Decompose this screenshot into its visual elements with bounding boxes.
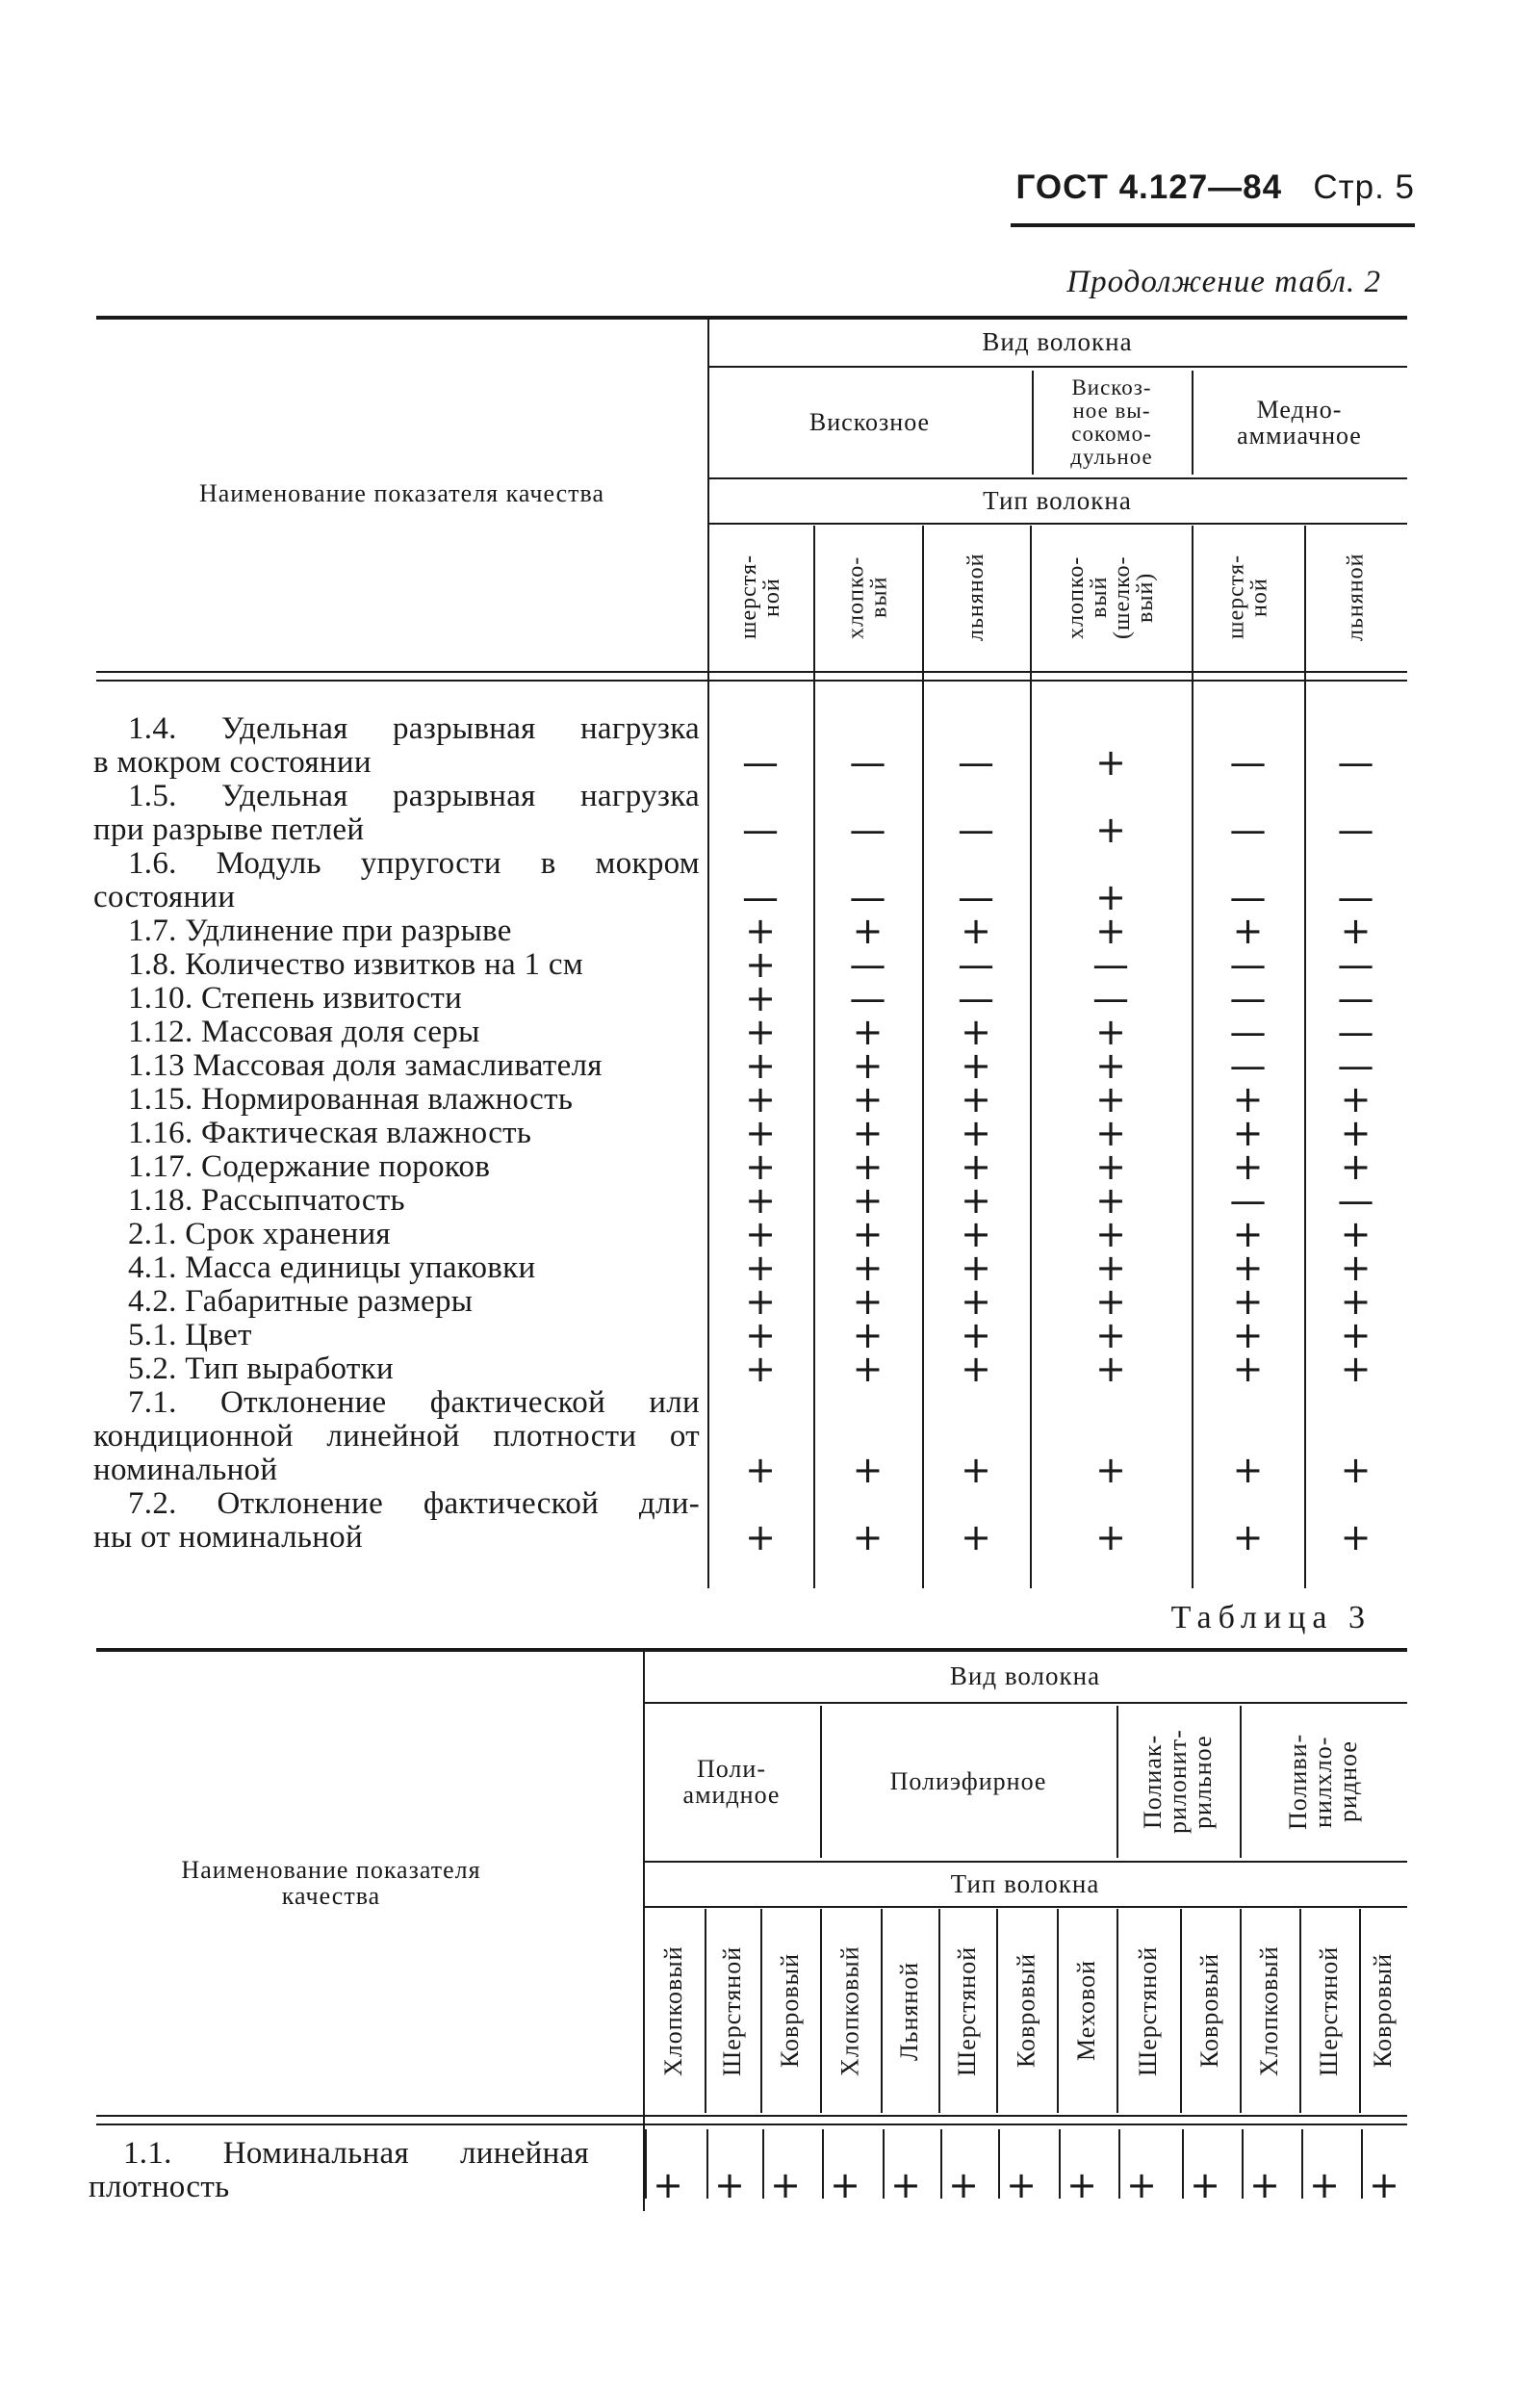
rating-mark: +: [1340, 1280, 1372, 1323]
fiber-group-header: Полиэфирное: [889, 1767, 1047, 1796]
fiber-type-column-header: Меховой: [1072, 1960, 1100, 2062]
rating-mark: +: [852, 1112, 884, 1154]
table2-caption: Продолжение табл. 2: [1066, 265, 1381, 299]
rating-mark: —: [958, 741, 994, 784]
rating-mark: +: [745, 1348, 776, 1390]
fiber-type-column-header: Ковровый: [1369, 1953, 1397, 2069]
fiber-kind-header: Вид волокна: [949, 1660, 1101, 1690]
fiber-type-column-header: Хлопковый: [659, 1945, 687, 2076]
indicator-text-line: 1.5. Удельная разрывная нагрузка: [128, 779, 700, 813]
rating-mark: +: [1340, 1078, 1372, 1120]
rating-mark: +: [653, 2164, 683, 2206]
rating-mark: +: [745, 1011, 776, 1053]
rating-mark: +: [961, 1314, 991, 1356]
header-rule: [1011, 223, 1415, 227]
rating-mark: +: [745, 1314, 776, 1356]
rating-mark: +: [745, 910, 776, 952]
rating-mark: +: [745, 1078, 776, 1120]
rating-mark: —: [1337, 809, 1374, 851]
rating-mark: +: [1232, 1078, 1264, 1120]
rating-mark: +: [1095, 1280, 1126, 1323]
rating-mark: —: [1229, 977, 1267, 1019]
rating-mark: —: [958, 943, 994, 986]
rating-mark: +: [961, 1146, 991, 1188]
rating-mark: +: [745, 1179, 776, 1222]
rating-mark: +: [1232, 1247, 1264, 1289]
rating-mark: +: [852, 1348, 884, 1390]
rating-mark: —: [1229, 876, 1267, 918]
fiber-type-column-header: льняной: [963, 553, 988, 642]
fiber-type-column-header: Ковровый: [1195, 1953, 1223, 2069]
indicator-row-label: [93, 948, 700, 982]
rule-line: [922, 526, 924, 1588]
rating-mark: +: [1340, 1112, 1372, 1154]
rule-line: [1304, 526, 1306, 1588]
indicator-text-line: 1.16. Фактическая влажность: [128, 1116, 532, 1150]
indicator-text-line: 5.1. Цвет: [128, 1318, 252, 1352]
indicator-row-label: [93, 780, 700, 847]
indicator-text-line: номинальной: [93, 1453, 278, 1487]
fiber-type-column-header: Шерстяной: [1134, 1945, 1162, 2076]
rating-mark: +: [961, 1449, 991, 1491]
rating-mark: —: [1337, 1179, 1374, 1222]
fiber-type-column-header: льняной: [1343, 553, 1369, 642]
rating-mark: +: [1232, 1146, 1264, 1188]
fiber-type-column-header: шерстя- ной: [1223, 554, 1272, 640]
rating-mark: —: [742, 809, 779, 851]
rating-mark: +: [961, 1213, 991, 1255]
rating-mark: +: [1232, 1280, 1264, 1323]
indicator-text-line: 5.2. Тип выработки: [128, 1351, 394, 1386]
indicator-text-line: 1.10. Степень извитости: [128, 981, 463, 1016]
indicator-text-line: 1.1. Номинальная линейная: [123, 2136, 589, 2171]
rating-mark: +: [770, 2164, 801, 2206]
rule-line: [707, 523, 1407, 525]
indicator-text-line: 1.4. Удельная разрывная нагрузка: [128, 711, 700, 746]
rating-mark: +: [745, 1213, 776, 1255]
rating-mark: +: [1309, 2164, 1340, 2206]
rating-mark: —: [1229, 809, 1267, 851]
indicator-text-line: 4.1. Масса единицы упаковки: [128, 1250, 536, 1285]
rating-mark: +: [1095, 1044, 1126, 1087]
rating-mark: +: [1369, 2164, 1399, 2206]
rating-mark: +: [1340, 1146, 1372, 1188]
indicator-row-label: [93, 1352, 700, 1386]
rating-mark: +: [1340, 910, 1372, 952]
rating-mark: +: [852, 1044, 884, 1087]
rating-mark: +: [1340, 1213, 1372, 1255]
rating-mark: +: [961, 1179, 991, 1222]
rating-mark: +: [745, 1146, 776, 1188]
rating-mark: +: [745, 1449, 776, 1491]
indicator-text-line: в мокром состоянии: [93, 745, 372, 780]
indicator-row-label: [93, 1083, 700, 1117]
rating-mark: +: [1340, 1348, 1372, 1390]
fiber-type-column-header: Льняной: [895, 1961, 923, 2061]
rating-mark: —: [1229, 1011, 1267, 1053]
rating-mark: —: [1229, 943, 1267, 986]
rating-mark: +: [1066, 2164, 1097, 2206]
indicator-text-line: состоянии: [93, 880, 236, 914]
rating-mark: +: [852, 1078, 884, 1120]
rating-mark: +: [961, 1247, 991, 1289]
rating-mark: +: [852, 1280, 884, 1323]
rating-mark: +: [961, 1011, 991, 1053]
rating-mark: +: [852, 1179, 884, 1222]
rating-mark: +: [1095, 1314, 1126, 1356]
indicator-column-header: Наименование показателя качества: [181, 1855, 481, 1910]
indicator-row-label: [93, 914, 700, 948]
rating-mark: +: [852, 1213, 884, 1255]
indicator-row-label: [93, 1016, 700, 1049]
rating-mark: +: [1340, 1516, 1372, 1558]
rating-mark: +: [1095, 1112, 1126, 1154]
rating-mark: —: [958, 977, 994, 1019]
indicator-text-line: 4.2. Габаритные размеры: [128, 1284, 474, 1319]
fiber-type-column-header: хлопко- вый: [843, 555, 892, 639]
rating-mark: +: [1095, 1247, 1126, 1289]
rating-mark: +: [1095, 910, 1126, 952]
rating-mark: +: [1095, 1516, 1126, 1558]
indicator-row-label: [93, 1218, 700, 1251]
rating-mark: —: [1337, 977, 1374, 1019]
indicator-row-label: [93, 1319, 700, 1352]
rating-mark: +: [1095, 1078, 1126, 1120]
indicator-row-label: [93, 712, 700, 780]
indicator-text-line: 1.15. Нормированная влажность: [128, 1082, 574, 1117]
indicator-row-label: [89, 2137, 589, 2204]
rating-mark: +: [852, 1247, 884, 1289]
document-code: ГОСТ 4.127—84: [1015, 168, 1283, 206]
rating-mark: —: [849, 741, 886, 784]
rating-mark: +: [852, 1146, 884, 1188]
indicator-row-label: [93, 1049, 700, 1083]
rating-mark: +: [1095, 1179, 1126, 1222]
fiber-type-column-header: Хлопковый: [835, 1945, 864, 2076]
rating-mark: +: [1249, 2164, 1280, 2206]
indicator-text-line: 7.2. Отклонение фактической дли-: [128, 1486, 700, 1521]
indicator-text-line: 1.6. Модуль упругости в мокром: [128, 846, 700, 881]
fiber-type-column-header: Хлопковый: [1255, 1945, 1283, 2076]
rating-mark: +: [1006, 2164, 1037, 2206]
rating-mark: +: [1232, 1112, 1264, 1154]
indicator-text-line: 1.18. Рассыпчатость: [128, 1183, 405, 1218]
rating-mark: +: [1126, 2164, 1157, 2206]
indicator-text-line: плотность: [89, 2170, 230, 2204]
rating-mark: +: [1095, 741, 1126, 784]
rating-mark: +: [852, 1449, 884, 1491]
rule-line: [643, 1906, 1407, 1908]
rating-mark: —: [1229, 741, 1267, 784]
rating-mark: +: [852, 1516, 884, 1558]
rule-line: [1030, 526, 1032, 1588]
rating-mark: —: [1337, 876, 1374, 918]
rule-line: [96, 680, 1407, 682]
indicator-text-line: кондиционной линейной плотности от: [93, 1419, 700, 1454]
indicator-row-label: [93, 1150, 700, 1184]
rating-mark: +: [714, 2164, 745, 2206]
rating-mark: +: [745, 1044, 776, 1087]
rating-mark: +: [745, 1247, 776, 1289]
fiber-group-header: Поли- амидное: [682, 1754, 781, 1809]
indicator-column-header: Наименование показателя качества: [198, 479, 605, 508]
rating-mark: +: [1340, 1314, 1372, 1356]
rating-mark: —: [742, 741, 779, 784]
indicator-text-line: 1.7. Удлинение при разрыве: [128, 914, 512, 948]
indicator-row-label: [93, 1487, 700, 1555]
rating-mark: —: [1337, 1011, 1374, 1053]
fiber-type-header: Тип волокна: [983, 485, 1132, 515]
fiber-type-column-header: Шерстяной: [718, 1945, 746, 2076]
indicator-row-label: [93, 1184, 700, 1218]
indicator-text-line: 2.1. Срок хранения: [128, 1217, 391, 1251]
rating-mark: +: [745, 977, 776, 1019]
fiber-type-column-header: шерстя- ной: [736, 554, 784, 640]
rating-mark: —: [1229, 1044, 1267, 1087]
indicator-text-line: 1.17. Содержание пороков: [128, 1149, 491, 1184]
rating-mark: +: [1232, 1348, 1264, 1390]
rating-mark: —: [849, 977, 886, 1019]
rating-mark: —: [1092, 977, 1129, 1019]
rating-mark: +: [961, 1112, 991, 1154]
rule-line: [1192, 526, 1194, 1588]
rating-mark: +: [852, 1314, 884, 1356]
rule-line: [813, 526, 815, 1588]
indicator-text-line: ны от номинальной: [93, 1520, 363, 1555]
fiber-group-header: Вискоз- ное вы- сокомо- дульное: [1070, 374, 1153, 470]
fiber-type-header: Тип волокна: [950, 1869, 1100, 1899]
rating-mark: +: [961, 1078, 991, 1120]
indicator-row-label: [93, 1386, 700, 1487]
fiber-type-column-header: Шерстяной: [1315, 1945, 1343, 2076]
indicator-text-line: 1.12. Массовая доля серы: [128, 1015, 480, 1049]
rating-mark: +: [1340, 1449, 1372, 1491]
rating-mark: +: [1095, 1213, 1126, 1255]
rating-mark: +: [1232, 1516, 1264, 1558]
page-number: Стр. 5: [1313, 168, 1415, 206]
rating-mark: —: [958, 876, 994, 918]
rating-mark: +: [1095, 1011, 1126, 1053]
fiber-type-column-header: Шерстяной: [953, 1945, 981, 2076]
indicator-text-line: 7.1. Отклонение фактической или: [128, 1385, 700, 1420]
indicator-row-label: [93, 1251, 700, 1285]
indicator-row-label: [93, 847, 700, 914]
rating-mark: +: [852, 910, 884, 952]
fiber-type-column-header: хлопко- вый (шелко- вый): [1064, 555, 1158, 639]
indicator-row-label: [93, 982, 700, 1016]
rule-line: [96, 2124, 1407, 2125]
rating-mark: +: [1232, 910, 1264, 952]
rating-mark: —: [1337, 1044, 1374, 1087]
fiber-type-column-header: Ковровый: [776, 1953, 804, 2069]
rating-mark: +: [852, 1011, 884, 1053]
rating-mark: +: [948, 2164, 979, 2206]
rating-mark: —: [742, 876, 779, 918]
rating-mark: +: [1095, 1146, 1126, 1188]
rating-mark: +: [1095, 1449, 1126, 1491]
fiber-kind-header: Вид волокна: [982, 326, 1133, 356]
rating-mark: —: [849, 809, 886, 851]
rating-mark: —: [1092, 943, 1129, 986]
rating-mark: +: [1340, 1247, 1372, 1289]
rating-mark: —: [1229, 1179, 1267, 1222]
rating-mark: +: [1232, 1314, 1264, 1356]
fiber-type-column-header: Ковровый: [1012, 1953, 1040, 2069]
rating-mark: +: [890, 2164, 921, 2206]
rating-mark: +: [1095, 1348, 1126, 1390]
rating-mark: —: [849, 876, 886, 918]
indicator-text-line: 1.13 Массовая доля замасливателя: [128, 1048, 603, 1083]
indicator-text-line: при разрыве петлей: [93, 812, 365, 847]
rating-mark: +: [1232, 1213, 1264, 1255]
rating-mark: +: [830, 2164, 860, 2206]
fiber-group-header: Полиак- рилонит- рильное: [1139, 1729, 1217, 1835]
fiber-group-header: Медно- аммиачное: [1237, 395, 1362, 450]
rating-mark: +: [1095, 809, 1126, 851]
rating-mark: +: [961, 1516, 991, 1558]
table3-caption: Таблица 3: [1170, 1600, 1372, 1635]
rating-mark: —: [1337, 943, 1374, 986]
rating-mark: +: [745, 943, 776, 986]
rating-mark: —: [849, 943, 886, 986]
rating-mark: —: [958, 809, 994, 851]
fiber-group-header: Поливи- нилхло- ридное: [1284, 1733, 1362, 1831]
rating-mark: +: [1095, 876, 1126, 918]
rating-mark: +: [961, 1044, 991, 1087]
fiber-group-header: Вискозное: [808, 408, 931, 437]
rating-mark: +: [961, 910, 991, 952]
rating-mark: +: [961, 1280, 991, 1323]
indicator-text-line: 1.8. Количество извитков на 1 см: [128, 947, 584, 982]
rating-mark: —: [1337, 741, 1374, 784]
rating-mark: +: [745, 1280, 776, 1323]
rating-mark: +: [745, 1516, 776, 1558]
indicator-row-label: [93, 1285, 700, 1319]
page-header: [1011, 168, 1415, 207]
rating-mark: +: [961, 1348, 991, 1390]
rating-mark: +: [1232, 1449, 1264, 1491]
indicator-row-label: [93, 1117, 700, 1150]
rating-mark: +: [1190, 2164, 1220, 2206]
rating-mark: +: [745, 1112, 776, 1154]
